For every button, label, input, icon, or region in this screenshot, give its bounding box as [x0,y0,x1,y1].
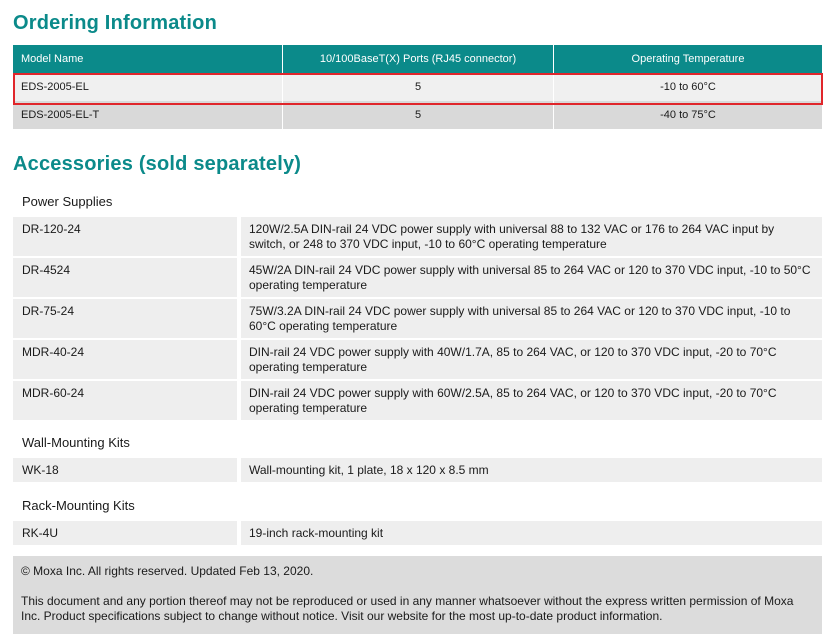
ports-cell: 5 [283,73,554,101]
category-power-supplies: Power Supplies [22,194,113,209]
header-operating-temperature: Operating Temperature [554,45,823,73]
table-header-row [13,45,822,73]
list-item [13,340,822,379]
ports-cell: 5 [283,101,554,129]
table-row [13,101,822,129]
list-item [13,217,822,256]
accessory-model: MDR-40-24 [13,340,237,379]
accessory-description: Wall-mounting kit, 1 plate, 18 x 120 x 8.5 mm [241,458,822,482]
accessory-model: DR-4524 [13,258,237,297]
legal-notice: This document and any portion thereof may not be reproduced or used in any manner whatsoever without the express written permission of Moxa Inc. Product specifications subject to change without notice. Visit our website for the most up-to-date product information. [21,594,794,623]
list-item [13,381,822,420]
ordering-table [13,45,822,129]
model-cell: EDS-2005-EL-T [13,101,283,129]
copyright-text: © Moxa Inc. All rights reserved. Updated Feb 13, 2020. [21,564,314,578]
list-item [13,299,822,338]
ordering-title: Ordering Information [13,12,217,34]
accessory-description: 75W/3.2A DIN-rail 24 VDC power supply with universal 85 to 264 VAC or 120 to 370 VDC input, -10 to 60°C operating temperature [241,299,822,338]
accessory-model: RK-4U [13,521,237,545]
accessory-model: DR-120-24 [13,217,237,256]
header-ports: 10/100BaseT(X) Ports (RJ45 connector) [283,45,554,73]
footer [13,556,822,634]
temp-cell: -10 to 60°C [554,73,823,101]
category-wall-mounting-kits: Wall-Mounting Kits [22,435,130,450]
accessory-description: 19-inch rack-mounting kit [241,521,822,545]
accessory-description: DIN-rail 24 VDC power supply with 60W/2.5A, 85 to 264 VAC, or 120 to 370 VDC input, -20 to 70°C operating temperature [241,381,822,420]
temp-cell: -40 to 75°C [554,101,823,129]
list-item [13,258,822,297]
accessories-title: Accessories (sold separately) [13,153,302,175]
accessory-description: DIN-rail 24 VDC power supply with 40W/1.7A, 85 to 264 VAC, or 120 to 370 VDC input, -20 to 70°C operating temperature [241,340,822,379]
list-item [13,521,822,545]
model-cell: EDS-2005-EL [13,73,283,101]
accessory-description: 45W/2A DIN-rail 24 VDC power supply with universal 85 to 264 VAC or 120 to 370 VDC input, -10 to 50°C operating temperature [241,258,822,297]
accessory-model: DR-75-24 [13,299,237,338]
accessory-model: MDR-60-24 [13,381,237,420]
accessory-description: 120W/2.5A DIN-rail 24 VDC power supply with universal 88 to 132 VAC or 176 to 264 VAC input by switch, or 248 to 370 VDC input, -10 to 60°C operating temperature [241,217,822,256]
accessory-model: WK-18 [13,458,237,482]
list-item [13,458,822,482]
header-model-name: Model Name [13,45,283,73]
category-rack-mounting-kits: Rack-Mounting Kits [22,498,135,513]
table-row [13,73,822,101]
